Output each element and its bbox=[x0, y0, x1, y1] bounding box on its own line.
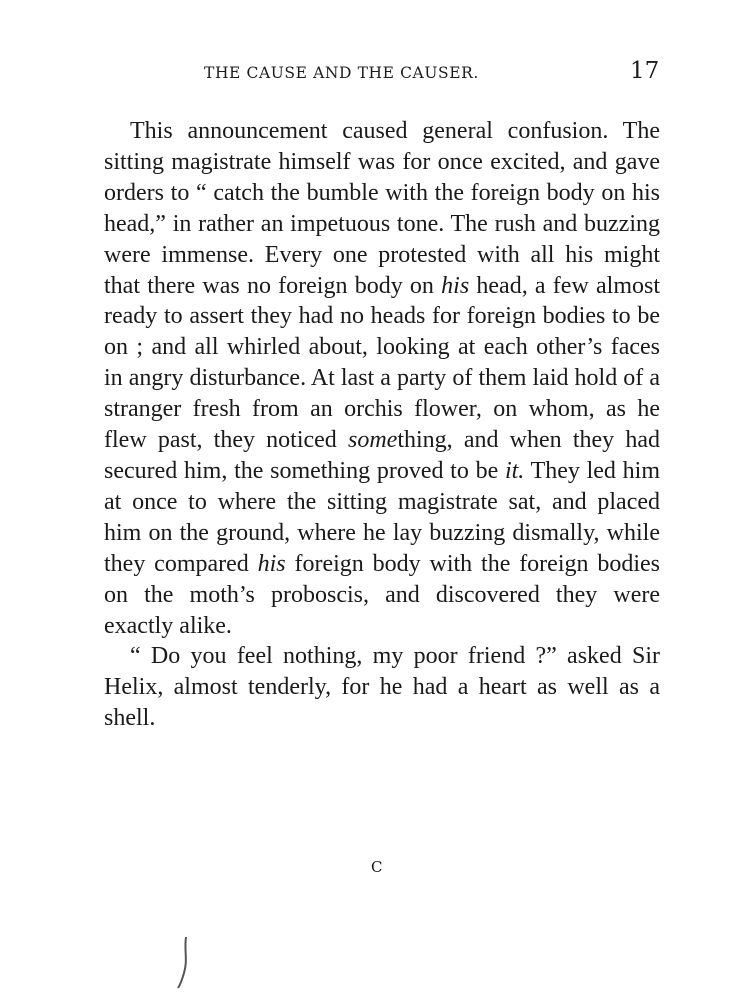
body-text bbox=[104, 116, 660, 734]
signature-mark: C bbox=[371, 858, 383, 876]
text-run: head, a few almost ready to assert they had no heads for foreign bodies to be on ; and all whirled about, looking at each other’s faces in angry disturbance. At last a party of them laid hold of a stranger fresh from an orchis flower, on whom, as he flew past, they noticed bbox=[104, 272, 660, 454]
italic-run: it. bbox=[504, 457, 525, 484]
text-run: “ Do you feel nothing, my poor friend ?” asked Sir Helix, almost tenderly, for he had a heart as well as a shell. bbox=[104, 643, 660, 732]
page-number: 17 bbox=[630, 58, 660, 84]
italic-run: his bbox=[257, 550, 286, 577]
italic-run: some bbox=[348, 427, 398, 454]
running-head: THE CAUSE AND THE CAUSER. bbox=[204, 64, 479, 82]
paragraph bbox=[104, 116, 660, 641]
text-run: They led him at once to where the sitting magistrate sat, and placed him on the ground, where he lay buzzing dismally, while they compared bbox=[104, 457, 660, 577]
paragraph bbox=[104, 641, 660, 734]
text-run: foreign body with the foreign bodies on the moth’s proboscis, and discovered they were exactly alike. bbox=[104, 550, 660, 639]
italic-run: his bbox=[441, 272, 470, 299]
text-run: This announcement caused general confusion. The sitting magistrate himself was for once excited, and gave orders to “ catch the bumble with the foreign body on his head,” in rather an impetuous tone. The rush and buzzing were immense. Every one protested with all his might that there was no foreign body on bbox=[104, 118, 660, 299]
ink-mark bbox=[176, 935, 192, 990]
text-run: thing, and when they had secured him, the something proved to be bbox=[104, 427, 660, 484]
